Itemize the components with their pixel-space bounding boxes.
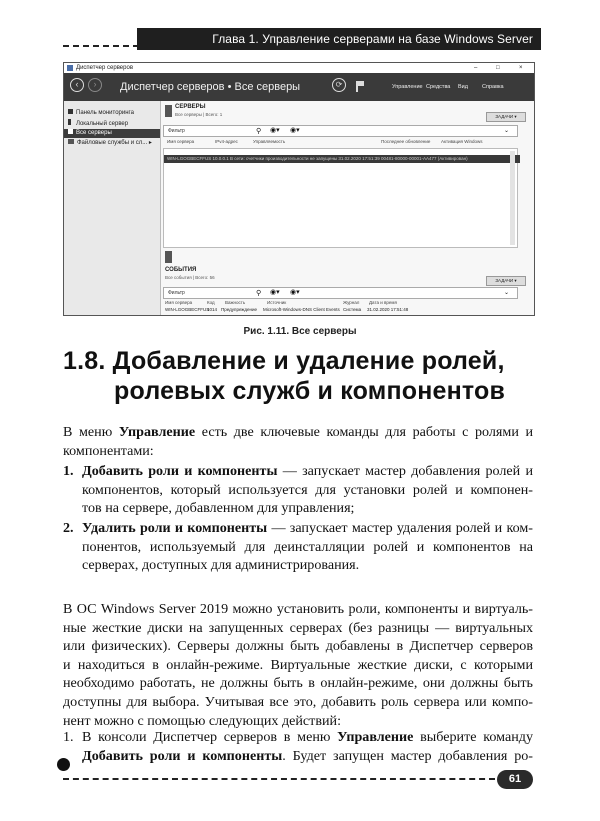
minimize-button[interactable]: – (474, 65, 478, 71)
column-header[interactable]: Журнал (343, 300, 360, 305)
list-item: Добавить роли и компоненты — запускает мастер добавления ролей и компонентов, который используется для установки ролей и компонен- тов на сервере, добавленном для управления; (82, 463, 533, 517)
column-header[interactable]: Дата и время (369, 300, 397, 305)
window-titlebar (64, 63, 534, 73)
server-manager-screenshot (63, 62, 535, 316)
event-severity: Предупреждение (221, 307, 258, 312)
servers-grid (163, 148, 518, 248)
table-row[interactable]: WIN-LGOGBECFFUS 10.0.0.1 В сети: счетчики производительности не запущены 31.02.2020 17:51:39 00481-80000-00001-AA477 (Активирован) (164, 155, 520, 163)
footer-bullet (57, 758, 70, 771)
events-subtitle: Все события | Всего: 56 (165, 275, 215, 280)
flag-icon[interactable] (356, 81, 365, 92)
search-icon[interactable]: ⚲ (256, 128, 262, 135)
servers-title: СЕРВЕРЫ (175, 104, 206, 110)
event-datetime: 31.02.2020 17:51:48 (367, 307, 409, 312)
menu-manage[interactable]: Управление (392, 84, 423, 90)
servers-column-headers (163, 139, 518, 147)
column-header[interactable]: Важность (225, 300, 246, 305)
events-filter-row (163, 287, 518, 299)
breadcrumb: Диспетчер серверов • Все серверы (120, 81, 301, 93)
section-heading-line2: ролевых служб и компонентов (114, 377, 506, 405)
search-icon[interactable]: ⚲ (256, 290, 262, 297)
events-title: СОБЫТИЯ (165, 267, 197, 273)
servers-icon (68, 129, 73, 134)
events-tasks-button[interactable]: ЗАДАЧИ ▾ (486, 276, 526, 286)
sidebar (64, 101, 161, 315)
main-panel (161, 101, 534, 315)
column-header[interactable]: Имя сервера (165, 300, 193, 305)
list-number: 1. (63, 729, 74, 745)
event-code: 1014 (207, 307, 218, 312)
servers-subtitle: Все серверы | Всего: 1 (175, 112, 223, 117)
close-button[interactable]: × (519, 65, 523, 71)
events-section-icon (165, 251, 172, 263)
sidebar-item-local-server[interactable]: Локальный сервер (68, 119, 128, 128)
list-item: Удалить роли и компоненты — запускает мастер удаления ролей и ком- понентов, используемый для деинсталляции ролей и компонентов на серверах, доступных для администрирования. (82, 520, 533, 574)
section-heading-line1: 1.8. Добавление и удаление ролей, (63, 347, 505, 375)
list-item: В консоли Диспетчер серверов в меню Управление выберите команду Добавить роли и компоненты. Будет запущен мастер добавления ро- (82, 729, 534, 764)
servers-filter-row (163, 125, 518, 137)
list-number: 1. (63, 463, 74, 479)
column-header[interactable]: IPv4-адрес (215, 139, 238, 144)
refresh-icon[interactable]: ⟳ (332, 78, 346, 92)
menu-tools[interactable]: Средства (426, 84, 451, 90)
maximize-button[interactable]: □ (496, 65, 500, 71)
servers-tasks-button[interactable]: ЗАДАЧИ ▾ (486, 112, 526, 122)
filter-options-icon[interactable]: ◉▾ (270, 127, 280, 134)
list-number: 2. (63, 520, 74, 536)
column-options-icon[interactable]: ◉▾ (290, 289, 300, 296)
sidebar-item-file-services[interactable]: Файловые службы и сл... ▸ (68, 139, 152, 148)
event-server: WIN-LGOGBECFFUS (165, 307, 210, 312)
app-icon (67, 65, 73, 71)
event-source: Microsoft-Windows-DNS Client Events (263, 307, 340, 312)
header-dash-line (63, 45, 139, 47)
menu-help[interactable]: Справка (482, 84, 504, 90)
figure-caption: Рис. 1.11. Все серверы (243, 326, 357, 337)
column-options-icon[interactable]: ◉▾ (290, 127, 300, 134)
folder-icon (68, 139, 74, 144)
chapter-title-bar: Глава 1. Управление серверами на базе Windows Server (137, 28, 541, 50)
body-paragraph: В ОС Windows Server 2019 можно установить роли, компоненты и виртуаль- ные жесткие диски на запущенных серверах (без разницы — виртуальных или физических). Серверы должны быть добавлены в Диспетчер серверов и находиться в онлайн-режиме. Виртуальные жесткие диски, с которыми необходимо работать, не должны быть в онлайн-режиме, они должны быть доступны для выбора. Учитывая все это, добавить роль сервера или компо- нент можно с помощью следующих действий: (63, 601, 533, 729)
table-row[interactable] (163, 307, 518, 314)
servers-section-icon (165, 105, 172, 117)
expand-chevron-icon[interactable]: ⌄ (504, 290, 510, 296)
grid-icon (68, 109, 73, 114)
window-title: Диспетчер серверов (76, 65, 134, 71)
scrollbar[interactable] (510, 151, 515, 245)
footer-dash-line (63, 778, 495, 780)
back-button[interactable]: ‹ (70, 78, 84, 92)
intro-paragraph: В меню Управление есть две ключевые команды для работы с ролями и компонентами: (63, 424, 533, 459)
column-header[interactable]: Код (207, 300, 215, 305)
column-header[interactable]: Активация Windows (441, 139, 483, 144)
servers-filter-input[interactable]: Фильтр (168, 128, 185, 134)
event-log: Система (343, 307, 362, 312)
column-header[interactable]: Последнее обновление (381, 139, 431, 144)
forward-button[interactable]: › (88, 78, 102, 92)
page-number: 61 (497, 770, 533, 789)
sidebar-item-dashboard[interactable]: Панель мониторинга (68, 109, 134, 118)
events-filter-input[interactable]: Фильтр (168, 290, 185, 296)
server-icon (68, 119, 71, 125)
sidebar-item-all-servers[interactable]: Все серверы (64, 129, 160, 138)
column-header[interactable]: Имя сервера (167, 139, 195, 144)
column-header[interactable]: Источник (267, 300, 287, 305)
expand-chevron-icon[interactable]: ⌄ (504, 128, 510, 134)
filter-options-icon[interactable]: ◉▾ (270, 289, 280, 296)
events-column-headers (163, 300, 518, 307)
navigation-bar (64, 73, 534, 101)
column-header[interactable]: Управляемость (253, 139, 286, 144)
menu-view[interactable]: Вид (458, 84, 468, 90)
